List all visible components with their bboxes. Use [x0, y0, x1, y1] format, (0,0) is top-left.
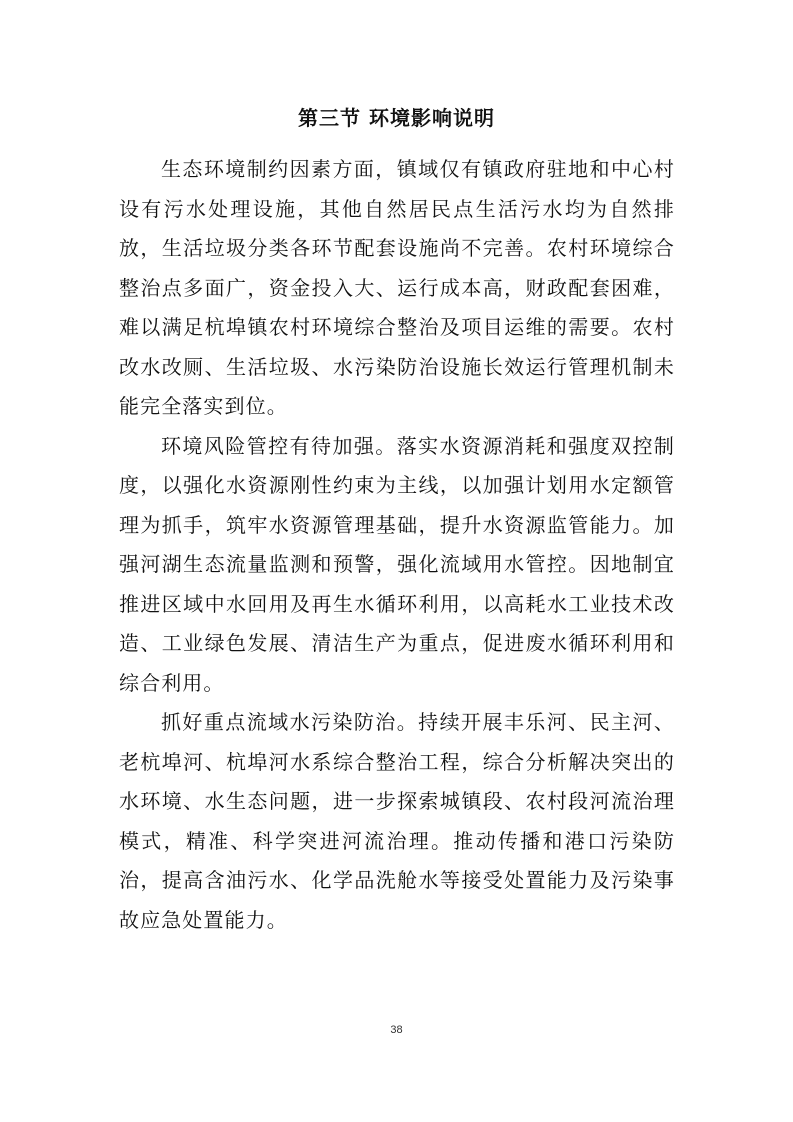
page-number: 38 [390, 1024, 403, 1036]
paragraph-ecological-constraints: 生态环境制约因素方面，镇域仅有镇政府驻地和中心村设有污水处理设施，其他自然居民点生活污水均为自然排放，生活垃圾分类各环节配套设施尚不完善。农村环境综合整治点多面广，资金投入大、运行成本高，财政配套困难，难以满足杭埠镇农村环境综合整治及项目运维的需要。农村改水改厕、生活垃圾、水污染防治设施长效运行管理机制未能完全落实到位。 [119, 157, 675, 418]
paragraph-environmental-risk: 环境风险管控有待加强。落实水资源消耗和强度双控制度，以强化水资源刚性约束为主线，以加强计划用水定额管理为抓手，筑牢水资源管理基础，提升水资源监管能力。加强河湖生态流量监测和预警，强化流域用水管控。因地制宜推进区域中水回用及再生水循环利用，以高耗水工业技术改造、工业绿色发展、清洁生产为重点，促进废水循环利用和综合利用。 [119, 433, 675, 695]
paragraph-water-pollution-control: 抓好重点流域水污染防治。持续开展丰乐河、民主河、老杭埠河、杭埠河水系综合整治工程，综合分析解决突出的水环境、水生态问题，进一步探索城镇段、农村段河流治理模式，精准、科学突进河流治理。推动传播和港口污染防治，提高含油污水、化学品洗舱水等接受处置能力及污染事故应急处置能力。 [119, 710, 675, 932]
body-text [119, 150, 675, 940]
section-title: 第三节 环境影响说明 [298, 106, 495, 130]
